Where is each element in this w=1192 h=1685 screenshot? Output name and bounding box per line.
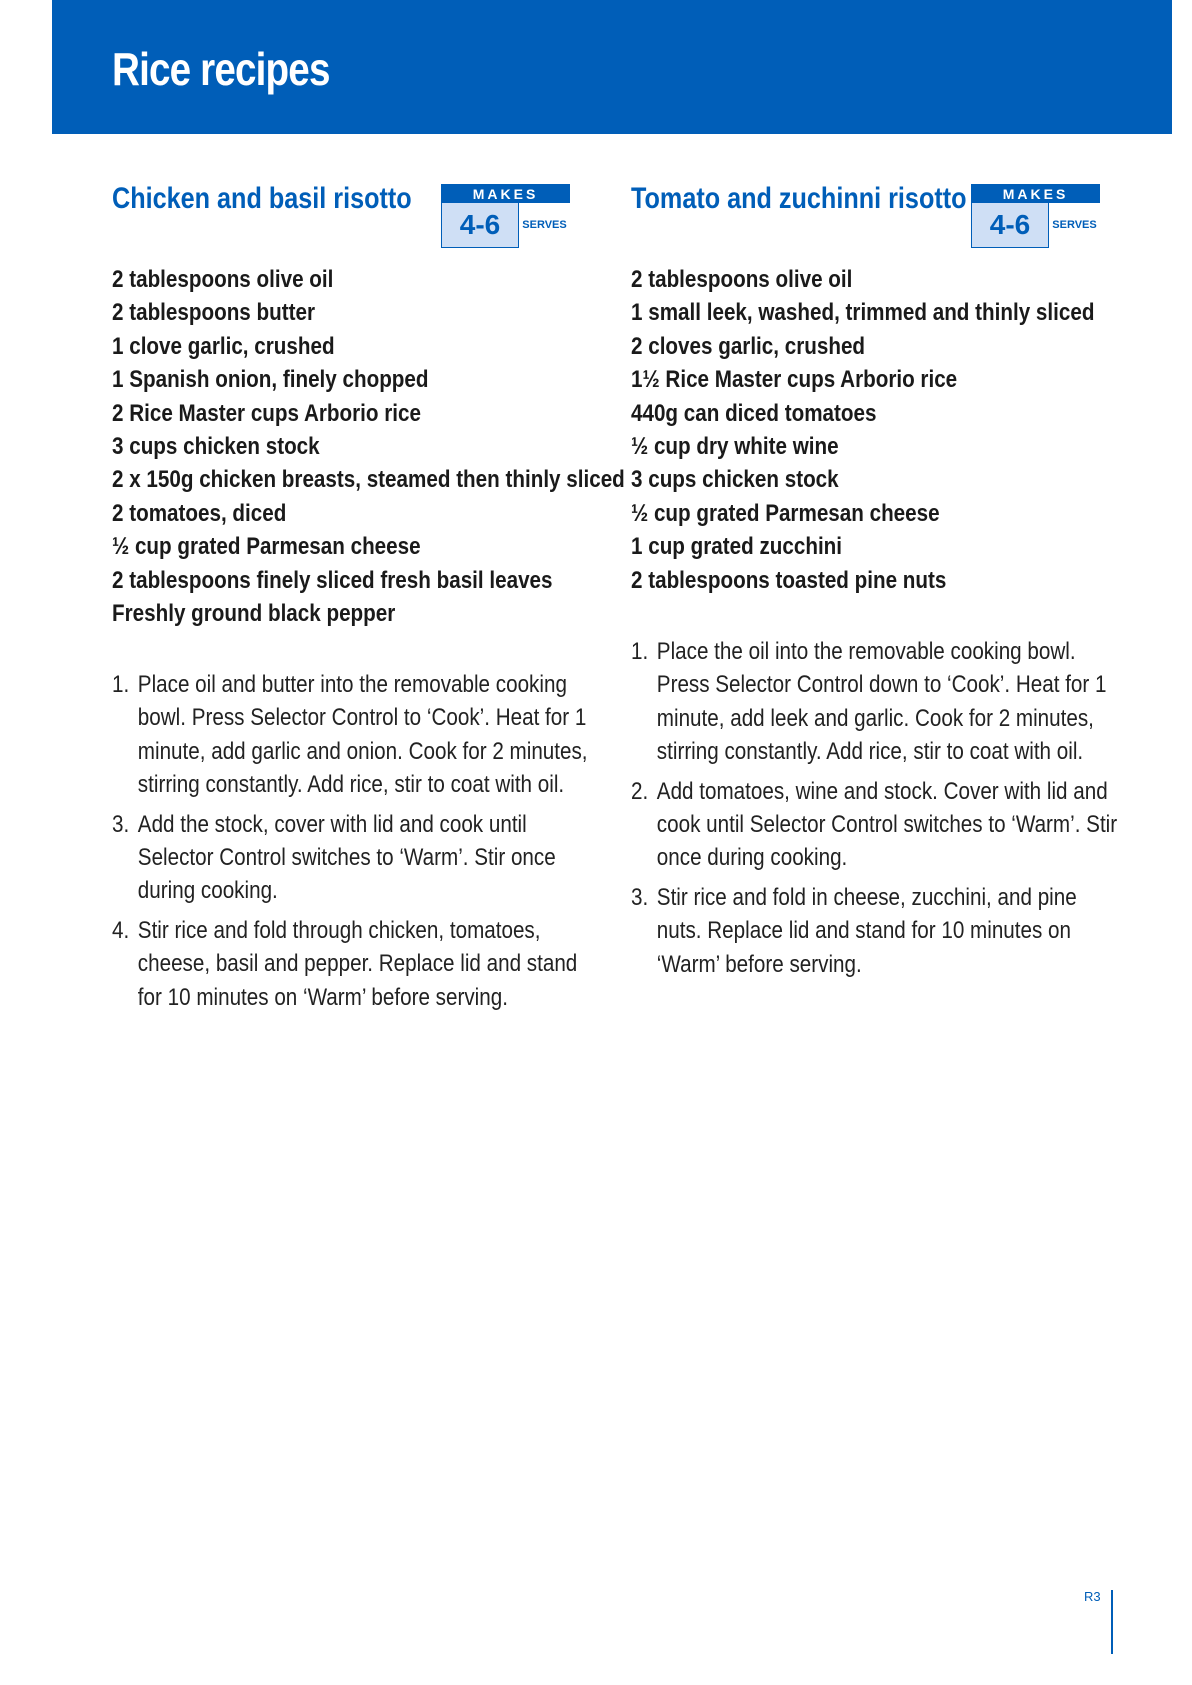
ingredient-item: ½ cup dry white wine	[631, 433, 839, 461]
step-text: Add tomatoes, wine and stock. Cover with lid and cook until Selector Control switches to ‘Warm’. Stir once during cooking.	[656, 777, 1118, 872]
ingredient-item: Freshly ground black pepper	[112, 600, 396, 628]
recipe-title: Chicken and basil risotto	[112, 182, 412, 215]
method-steps	[112, 668, 672, 1020]
page-title: Rice recipes	[112, 43, 330, 95]
step-text: Add the stock, cover with lid and cook until Selector Control switches to ‘Warm’. Stir once during cooking.	[137, 810, 556, 905]
method-step	[631, 775, 1121, 875]
ingredient-item: 3 cups chicken stock	[631, 466, 839, 494]
step-number: 3.	[112, 810, 130, 838]
ingredient-item: 2 tablespoons olive oil	[631, 266, 853, 293]
makes-badge	[971, 184, 1100, 248]
ingredient-item: ½ cup grated Parmesan cheese	[631, 499, 940, 527]
makes-label: MAKES	[442, 185, 569, 203]
ingredient-item: 1 cup grated zucchini	[631, 533, 843, 561]
step-number: 2.	[631, 777, 649, 805]
step-text: Place oil and butter into the removable cooking bowl. Press Selector Control to ‘Cook’. Heat for 1 minute, add garlic and onion. Cook for 2 minutes, stirring constantly. Add rice, stir to coat with oil.	[137, 671, 588, 799]
ingredient-item: 2 x 150g chicken breasts, steamed then thinly sliced	[112, 466, 625, 494]
method-steps	[631, 635, 1191, 987]
ingredient-list	[112, 263, 708, 630]
recipe-title: Tomato and zuchinni risotto	[631, 182, 967, 215]
ingredient-item: ½ cup grated Parmesan cheese	[112, 533, 421, 561]
ingredient-item: 2 tablespoons olive oil	[112, 266, 334, 293]
page-number-rule	[1111, 1590, 1113, 1654]
ingredient-item: 2 cloves garlic, crushed	[631, 332, 866, 360]
ingredient-item: 1 small leek, washed, trimmed and thinly sliced	[631, 299, 1095, 327]
ingredient-item: 1 clove garlic, crushed	[112, 332, 335, 360]
ingredient-item: 1 Spanish onion, finely chopped	[112, 366, 429, 394]
ingredient-item: 2 tomatoes, diced	[112, 499, 287, 527]
makes-label: MAKES	[972, 185, 1099, 203]
method-step	[112, 808, 602, 908]
step-number: 3.	[631, 883, 649, 911]
method-step	[631, 881, 1121, 981]
method-step	[631, 635, 1121, 769]
step-number: 4.	[112, 916, 130, 944]
serves-label: SERVES	[518, 203, 570, 248]
ingredient-list	[631, 263, 1170, 597]
ingredient-item: 2 Rice Master cups Arborio rice	[112, 399, 421, 427]
serves-label: SERVES	[1048, 203, 1100, 248]
ingredient-item: 1½ Rice Master cups Arborio rice	[631, 366, 958, 394]
step-text: Stir rice and fold through chicken, tomatoes, cheese, basil and pepper. Replace lid and stand for 10 minutes on ‘Warm’ before serving.	[137, 916, 578, 1011]
makes-badge	[441, 184, 570, 248]
page-number: R3	[1084, 1589, 1101, 1604]
step-text: Place the oil into the removable cooking bowl. Press Selector Control down to ‘Cook’. Heat for 1 minute, add leek and garlic. Cook for 2 minutes, stirring constantly. Add rice, stir to coat with oil.	[656, 638, 1107, 766]
makes-value: 4-6	[459, 209, 501, 240]
ingredient-item: 440g can diced tomatoes	[631, 399, 877, 427]
method-step	[112, 668, 602, 802]
method-step	[112, 914, 602, 1014]
step-text: Stir rice and fold in cheese, zucchini, and pine nuts. Replace lid and stand for 10 minutes on ‘Warm’ before serving.	[656, 883, 1077, 978]
makes-value: 4-6	[989, 209, 1031, 240]
step-number: 1.	[631, 638, 649, 665]
ingredient-item: 2 tablespoons butter	[112, 299, 315, 327]
header-band	[52, 0, 1172, 134]
ingredient-item: 2 tablespoons toasted pine nuts	[631, 566, 947, 594]
step-number: 1.	[112, 671, 130, 698]
ingredient-item: 3 cups chicken stock	[112, 433, 320, 461]
ingredient-item: 2 tablespoons finely sliced fresh basil leaves	[112, 566, 553, 594]
